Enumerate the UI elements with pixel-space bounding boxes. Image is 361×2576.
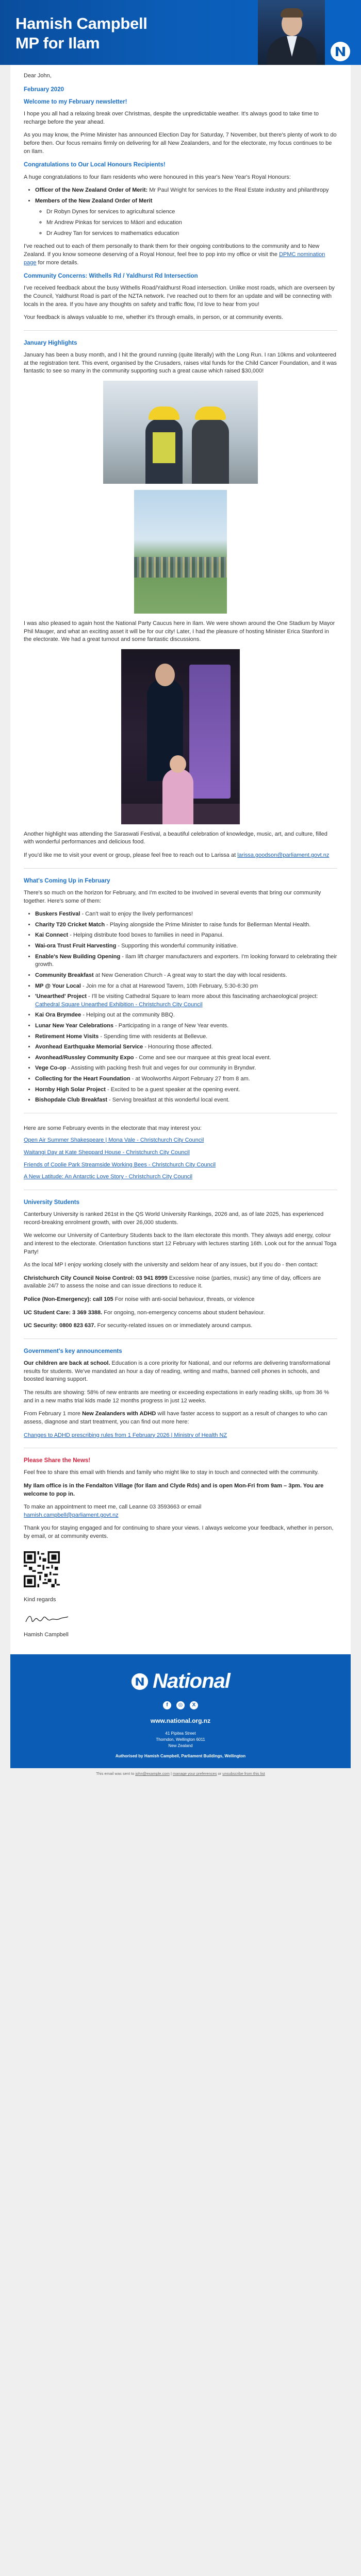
authorisation-statement: Authorised by Hamish Campbell, Parliament Buildings, Wellington: [115, 1753, 246, 1758]
photo-saraswati-festival: [121, 649, 240, 824]
university-paragraph-2: We welcome our University of Canterbury Students back to the Ilam electorate this month. They always add energy, colour and interest to the electorate. Orientation functions start 12 February with lectures starting 16th. Look out for the annual Toga Party!: [24, 1232, 337, 1255]
unearthed-exhibition-link[interactable]: Cathedral Square Unearthed Exhibition - Christchurch City Council: [35, 1001, 203, 1008]
january-paragraph-1: January has been a busy month, and I hit the ground running (quite literally) with the Long Run. I ran 10kms and volunteered at the registration tent. This event, organised by the Crusaders, raises vital funds for the Child Cancer Foundation, and it was fantastic to see so many in the community supporting such a great cause which raised $30,000!: [24, 352, 337, 375]
contact-police: Police (Non-Emergency): call 105 For noise with anti-social behaviour, threats, or violence: [24, 1296, 255, 1303]
section-heading-share: Please Share the News!: [24, 1458, 91, 1464]
facebook-icon[interactable]: f: [163, 1701, 171, 1709]
electorate-events: [24, 1122, 337, 1181]
manage-preferences-link[interactable]: manage your preferences: [172, 1771, 217, 1776]
event-link-new-latitude[interactable]: A New Latitude: An Antarctic Love Story - Christchurch City Council: [24, 1174, 193, 1180]
header-title-line1: Hamish Campbell: [15, 14, 147, 32]
signoff: Kind regards: [24, 1597, 56, 1603]
january-paragraph-2: I was also pleased to again host the National Party Caucus here in Ilam. We were shown around the One Stadium by Mayor Phil Mauger, and what an exciting asset it will be for our city! Later, I had the pleasure of hosting Minister Erica Stanford in the electorate. We had a great turnout and some fantastic discussions.: [24, 620, 335, 643]
list-item: ◦ Mr Andrew Pinkas for services to Māori and education: [46, 219, 337, 227]
list-item: • Avonhead Earthquake Memorial Service - Honouring those affected.: [35, 1043, 337, 1052]
list-item: • Collecting for the Heart Foundation - at Woolworths Airport February 27 from 8 am.: [35, 1075, 337, 1083]
list-item: • Kai Connect - Helping distribute food boxes to families in need in Papanui.: [35, 931, 337, 940]
greeting: Dear John,: [24, 73, 52, 79]
footer: [10, 1654, 351, 1768]
signature-icon: [24, 1613, 70, 1626]
list-item: • Charity T20 Cricket Match - Playing alongside the Prime Minister to raise funds for Bellerman Mental Health.: [35, 921, 337, 929]
list-item: • Hornby High Solar Project - Excited to be a guest speaker at the opening event.: [35, 1086, 337, 1094]
list-item: • Enable's New Building Opening - Ilam lift charger manufacturers and exporters. I'm looking forward to celebrating their growth.: [35, 953, 337, 969]
list-item: • Avonhead/Russley Community Expo - Come and see our marquee at this great local event.: [35, 1054, 337, 1062]
list-item: • 'Unearthed' Project - I'll be visiting Cathedral Square to learn more about this fascinating archaeological project: Cathedral Square Unearthed Exhibition - Christchurch City Council: [35, 993, 337, 1009]
national-brand[interactable]: [21, 1667, 340, 1696]
list-item: • Retirement Home Visits - Spending time with residents at Bellevue.: [35, 1033, 337, 1041]
events-list: [35, 910, 337, 1105]
university-paragraph-3: As the local MP I enjoy working closely with the university and seldom hear of any issues, but if you do - then contact:: [24, 1262, 318, 1268]
government-paragraph-3: From February 1 more New Zealanders with ADHD will have faster access to support as a result of changes to who can assess, diagnose and start treatment, you can find out more here:: [24, 1411, 327, 1425]
divider: [24, 1338, 337, 1339]
contact-uc-security: UC Security: 0800 823 637. For security-related issues on or immediately around campus.: [24, 1323, 253, 1329]
concerns-paragraph-2: Your feedback is always valuable to me, whether it's through emails, in person, or at community events.: [24, 314, 284, 321]
unsubscribe-link[interactable]: unsubscribe from this list: [222, 1771, 265, 1776]
government-paragraph-2: The results are showing: 58% of new entrants are meeting or exceeding expectations in early reading skills, up from 36 % and in a new maths trial kids made 12 months progress in just 12 weeks.: [24, 1389, 329, 1404]
section-heading-intro: February 2020: [24, 86, 64, 93]
dpmc-nomination-link[interactable]: DPMC nomination page: [24, 251, 325, 266]
larissa-email-link[interactable]: larissa.goodson@parliament.govt.nz: [237, 852, 330, 859]
coming-intro: There's so much on the horizon for February, and I'm excited to be involved in several events that bring our community together. Here's some of them:: [24, 890, 321, 904]
university-paragraph-1: Canterbury University is ranked 261st in the QS World University Rankings, 2026 and, as of late 2025, has experienced record-breaking enrolment growth, with over 26,000 students.: [24, 1211, 324, 1226]
honours-paragraph: I've reached out to each of them personally to thank them for their ongoing contributions to the community and to New Zealand. If you know someone deserving of a Royal Honour, feel free to pop into my office or visit the DPMC nomination page for more details.: [24, 243, 325, 266]
adhd-prescribing-link[interactable]: Changes to ADHD prescribing rules from 1 February 2026 | Ministry of Health NZ: [24, 1432, 227, 1438]
share-paragraph-1: Feel free to share this email with friends and family who might like to stay in touch and connected with the community.: [24, 1469, 319, 1476]
social-links: [21, 1701, 340, 1709]
intro-paragraph-2: As you may know, the Prime Minister has announced Election Day for Saturday, 7 November, but there's plenty of work to do before then. Our focus remains firmly on delivering for all New Zealanders, and for the electorate, my focus continues to be on Ilam.: [24, 132, 337, 155]
january-paragraph-4: If you'd like me to visit your event or group, please feel free to reach out to Larissa at larissa.goodson@parliament.govt.nz: [24, 852, 330, 859]
welcome-heading: Welcome to my February newsletter!: [24, 98, 127, 105]
list-item: • Bishopdale Club Breakfast - Serving breakfast at this wonderful local event.: [35, 1096, 337, 1105]
hamish-email-link[interactable]: hamish.campbell@parliament.govt.nz: [24, 1512, 119, 1518]
january-paragraph-3: Another highlight was attending the Saraswati Festival, a beautiful celebration of knowledge, music, art, and culture, filled with wonderful performances and delicious food.: [24, 831, 327, 845]
contact-student-care: UC Student Care: 3 369 3388. For ongoing, non-emergency concerns about student behaviour.: [24, 1309, 265, 1316]
event-link-waitangi-day[interactable]: Waitangi Day at Kate Sheppard House - Christchurch City Council: [24, 1149, 190, 1156]
event-link-shakespeare[interactable]: Open Air Summer Shakespeare | Mona Vale - Christchurch City Council: [24, 1137, 204, 1144]
section-heading-honours: Congratulations to Our Local Honours Recipients!: [24, 162, 166, 168]
list-item: • Kai Ora Brymdee - Helping out at the community BBQ.: [35, 1011, 337, 1020]
list-item: • Officer of the New Zealand Order of Merit: Mr Paul Wright for services to the Real Estate industry and philanthropy: [35, 187, 337, 195]
list-item: ◦ Dr Robyn Dynes for services to agricultural science: [46, 208, 337, 216]
signature-name: Hamish Campbell: [24, 1631, 69, 1638]
x-icon[interactable]: X: [190, 1701, 198, 1709]
list-item: • Vege Co-op - Assisting with packing fresh fruit and veges for our community in Bryndwr.: [35, 1064, 337, 1073]
list-item: • MP @ Your Local - Join me for a chat at Harewood Tavern, 10th February, 5:30-6:30 pm: [35, 982, 337, 991]
event-link-coolie-park[interactable]: Friends of Coolie Park Streamside Working Bees - Christchurch City Council: [24, 1161, 216, 1168]
list-item: • Buskers Festival - Can't wait to enjoy the lively performances!: [35, 910, 337, 919]
concerns-paragraph-1: I've received feedback about the busy Withells Road/Yaldhurst Road intersection. Unlike most roads, which are overseen by the Council, Yaldhurst Road is part of the NZTA network. I've reached out to them for an update and will be connecting with locals in the area. If you have any thoughts on safety and traffic flow, I'd love to hear from you!: [24, 285, 335, 308]
section-heading-concerns: Community Concerns: Withells Rd / Yaldhurst Rd Intersection: [24, 273, 198, 280]
honours-intro: A huge congratulations to four Ilam residents who were honoured in this year's New Year's Royal Honours:: [24, 174, 291, 180]
divider: [24, 868, 337, 869]
header-title-line2: MP for Ilam: [15, 34, 100, 52]
honours-list: [35, 187, 337, 238]
list-item: • Members of the New Zealand Order of Merit ◦ Dr Robyn Dynes for services to agricultural science ◦ Mr Andrew Pinkas for services to Māori and education ◦ Dr Audrey Tan for services to mathematics education: [35, 197, 337, 238]
website-link[interactable]: www.national.org.nz: [150, 1717, 211, 1724]
section-heading-coming-up: What's Coming Up in February: [24, 877, 110, 884]
list-item: • Community Breakfast at New Generation Church - A great way to start the day with local residents.: [35, 972, 337, 980]
header-banner: [0, 0, 361, 65]
contact-noise-control: Christchurch City Council Noise Control: 03 941 8999 Excessive noise (parties, music) any time of day, officers are available 24/7 to assess the noise and can issue directions to reduce it.: [24, 1275, 321, 1290]
instagram-icon[interactable]: ◎: [176, 1701, 185, 1709]
list-item: • Lunar New Year Celebrations - Participating in a range of New Year events.: [35, 1022, 337, 1030]
government-paragraph-1: Our children are back at school. Education is a core priority for National, and our reforms are delivering transformational results for students. We've mandated an hour a day of reading, writing and maths, banned cell phones in schools, and boosted learning support.: [24, 1360, 331, 1383]
postal-address: 41 Pipitea Street Thorndon, Wellington 6011 New Zealand: [156, 1731, 205, 1748]
section-heading-january: January Highlights: [24, 340, 77, 346]
intro-paragraph-1: I hope you all had a relaxing break over Christmas, despite the unpredictable weather. It's always good to take time to recharge before the year ahead.: [24, 111, 319, 125]
national-logo-icon: [330, 41, 351, 62]
brand-wordmark: National: [153, 1670, 230, 1693]
recipient-email[interactable]: john@example.com: [135, 1771, 170, 1776]
office-hours: My Ilam office is in the Fendalton Village (for Ilam and Clyde Rds) and is open Mon-Fri from 9am – 3pm. You are welcome to pop in.: [24, 1483, 324, 1497]
national-logo-icon: [131, 1673, 149, 1690]
photo-long-run: [103, 381, 258, 484]
unsubscribe-line: This email was sent to john@example.com | manage your preferences or unsubscribe from this list: [96, 1771, 265, 1776]
photo-stadium: [134, 490, 227, 614]
section-heading-government: Government's key announcements: [24, 1348, 122, 1354]
mp-portrait: [258, 0, 325, 65]
list-item: • Wai-ora Trust Fruit Harvesting - Supporting this wonderful community initiative.: [35, 942, 337, 951]
newsletter-body: [10, 65, 351, 1654]
list-item: ◦ Dr Audrey Tan for services to mathematics education: [46, 230, 337, 238]
divider: [24, 330, 337, 331]
share-paragraph-4: Thank you for staying engaged and for continuing to share your views. I always welcome your feedback, whether in person, by email, or at community events.: [24, 1525, 334, 1540]
appointment-paragraph: To make an appointment to meet me, call Leanne 03 3593663 or email hamish.campbell@parliament.govt.nz: [24, 1504, 202, 1518]
qr-code-icon[interactable]: [24, 1551, 60, 1587]
events-intro: Here are some February events in the electorate that may interest you:: [24, 1125, 202, 1131]
section-heading-university: University Students: [24, 1199, 79, 1206]
